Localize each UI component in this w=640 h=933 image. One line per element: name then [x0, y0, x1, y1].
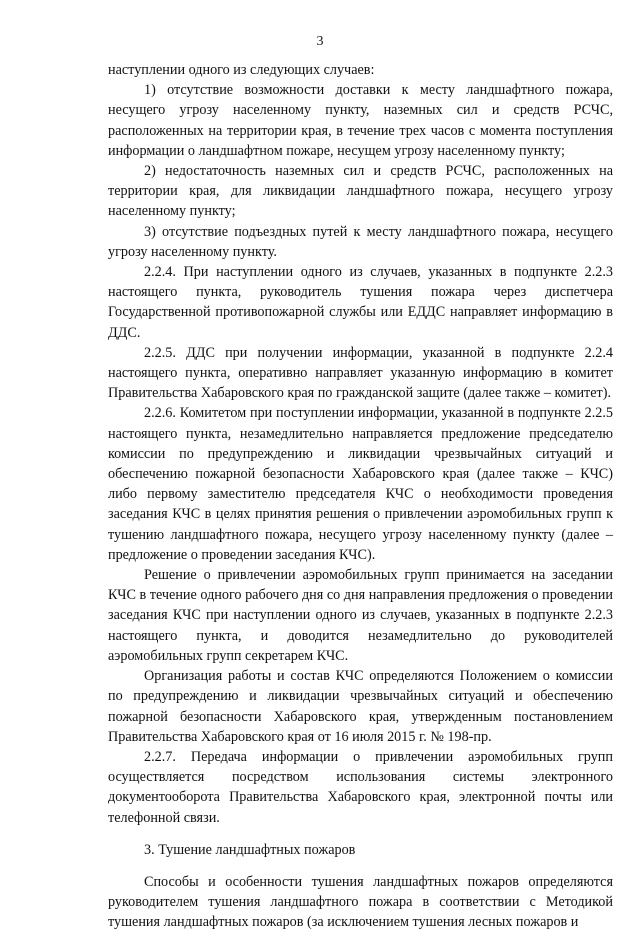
paragraph-decision: Решение о привлечении аэромобильных групп принимается на заседании КЧС в течение одного рабочего дня со дня направления предложения о проведении заседания КЧС при наступлении одного из случаев, указанных в подпункте 2.2.3 настоящего пункта, и доводится незамедлительно до руководителей аэромобильных групп секретарем КЧС. — [108, 567, 613, 664]
paragraph-closing: Способы и особенности тушения ландшафтных пожаров определяются руководителем тушения ландшафтного пожара в соответствии с Методикой тушения ландшафтных пожаров (за исключением тушения лесных пожаров и — [108, 873, 613, 931]
section-heading: 3. Тушение ландшафтных пожаров — [144, 841, 356, 858]
paragraph-case-1: 1) отсутствие возможности доставки к месту ландшафтного пожара, несущего угрозу населенному пункту, наземных сил и средств РСЧС, расположенных на территории края, в течение трех часов с момента поступления информации о ландшафтном пожаре, несущем угрозу населенному пункту; — [108, 82, 613, 159]
paragraph-2-2-5: 2.2.5. ДДС при получении информации, указанной в подпункте 2.2.4 настоящего пункта, оперативно направляет указанную информацию в комитет Правительства Хабаровского края по гражданской защите (далее также – комитет). — [108, 344, 613, 402]
document-body — [108, 60, 613, 933]
paragraph-2-2-6: 2.2.6. Комитетом при поступлении информации, указанной в подпункте 2.2.5 настоящего пункта, незамедлительно направляется предложение председателю комиссии по предупреждению и ликвидации чрезвычайных ситуаций и обеспечению пожарной безопасности Хабаровского края (далее также – КЧС) либо первому заместителю председателя КЧС о необходимости проведения заседания КЧС в целях принятия решения о привлечении аэромобильных групп к тушению ландшафтного пожара, несущего угрозу населенному пункту (далее – предложение о проведении заседания КЧС). — [108, 405, 613, 563]
page-number: 3 — [316, 34, 324, 49]
paragraph-2-2-4: 2.2.4. При наступлении одного из случаев, указанных в подпункте 2.2.3 настоящего пункта, руководитель тушения пожара через диспетчера Государственной противопожарной службы или ЕДДС направляет информацию в ДДС. — [108, 264, 613, 341]
paragraph-2-2-7: 2.2.7. Передача информации о привлечении аэромобильных групп осуществляется посредством использования системы электронного документооборота Правительства Хабаровского края, электронной почты или телефонной связи. — [108, 748, 613, 826]
paragraph-organization: Организация работы и состав КЧС определяются Положением о комиссии по предупреждению и ликвидации чрезвычайных ситуаций и обеспечению пожарной безопасности Хабаровского края, утвержденным постановлением Правительства Хабаровского края от 16 июля 2015 г. № 198-пр. — [108, 668, 613, 745]
paragraph-case-2: 2) недостаточность наземных сил и средств РСЧС, расположенных на территории края, для ликвидации ландшафтного пожара, несущего угрозу населенному пункту; — [108, 163, 613, 220]
paragraph-case-3: 3) отсутствие подъездных путей к месту ландшафтного пожара, несущего угрозу населенному пункту. — [108, 223, 613, 260]
paragraph-intro: наступлении одного из следующих случаев: — [108, 62, 375, 78]
